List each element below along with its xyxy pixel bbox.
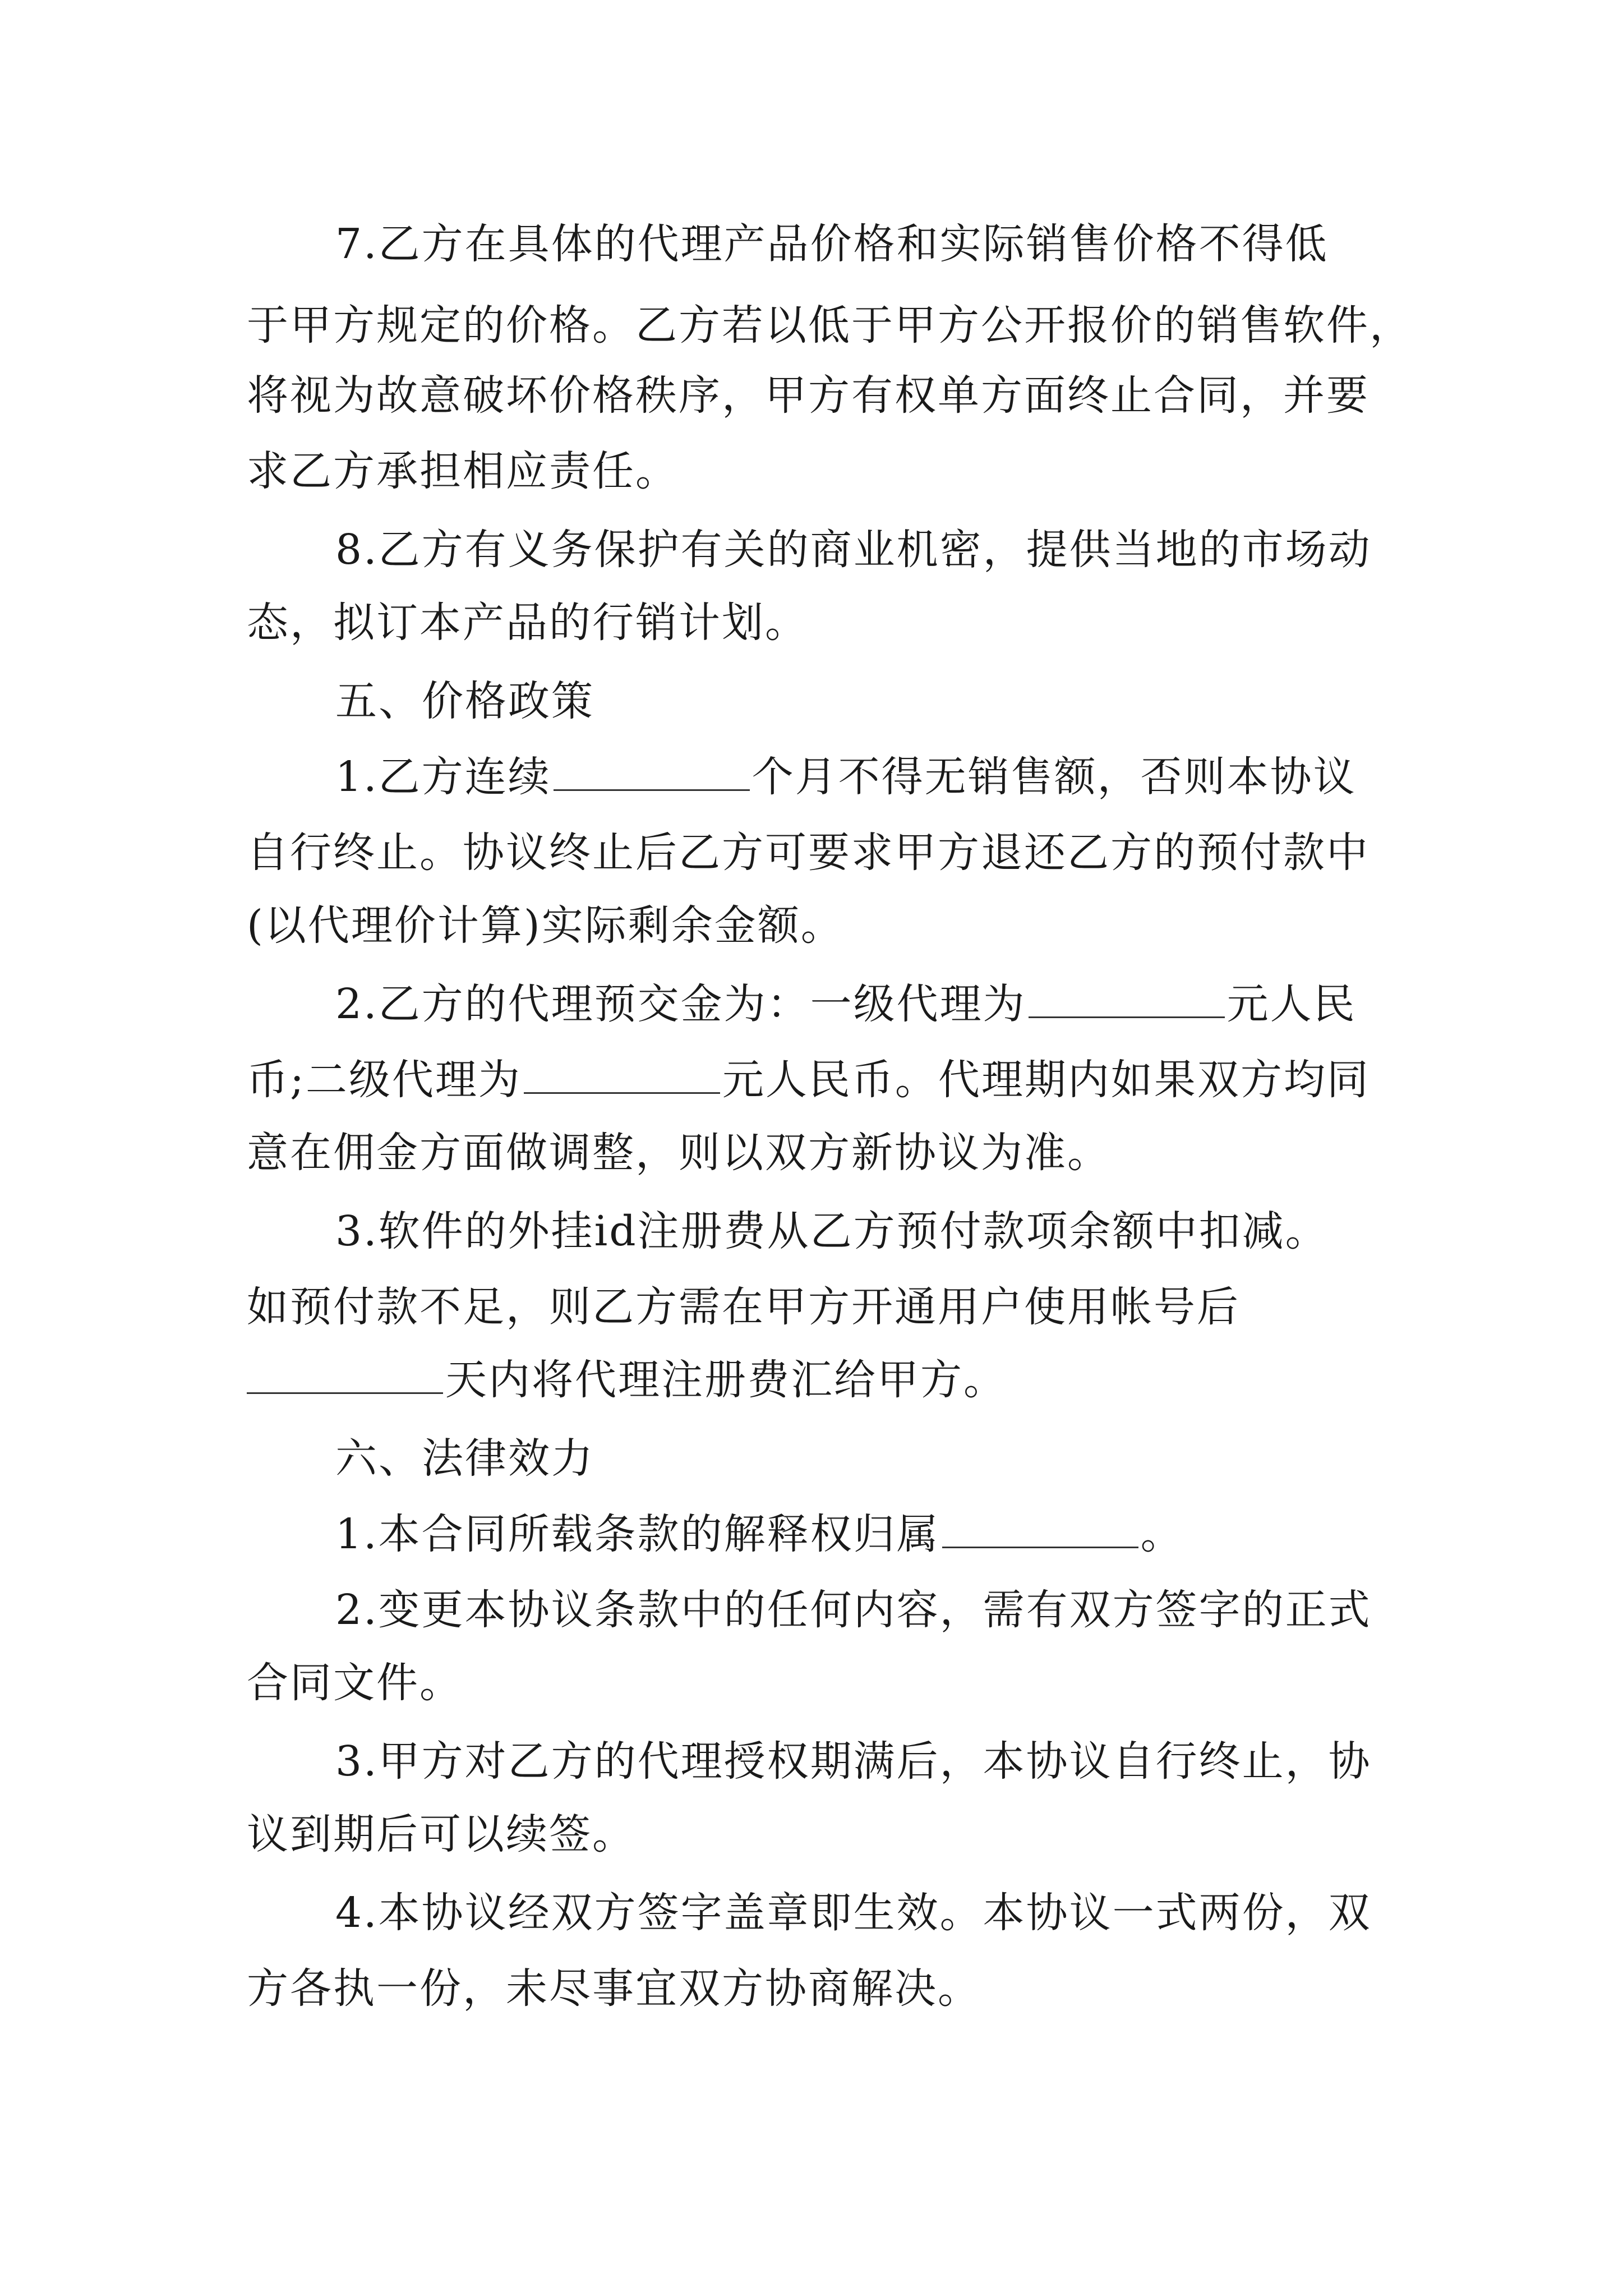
clause-8-line-1: 8.乙方有义务保护有关的商业机密，提供当地的市场动 xyxy=(335,526,1372,574)
section-5-heading: 五、价格政策 xyxy=(335,677,594,725)
section-6-heading: 六、法律效力 xyxy=(335,1434,594,1483)
pricing-2-line-1 xyxy=(335,976,1357,1032)
pricing-1-text-a: 1.乙方连续 xyxy=(335,753,551,801)
pricing-2-line-2 xyxy=(247,1052,1370,1108)
pricing-1-line-2: 自行终止。协议终止后乙方可要求甲方退还乙方的预付款中 xyxy=(247,829,1370,877)
clause-8-line-2: 态，拟订本产品的行销计划。 xyxy=(247,599,808,647)
pricing-3-line-1: 3.软件的外挂id注册费从乙方预付款项余额中扣减。 xyxy=(335,1207,1329,1255)
blank-level2-amount-field xyxy=(524,1057,720,1094)
pricing-3-line-2: 如预付款不足，则乙方需在甲方开通用户使用帐号后 xyxy=(247,1283,1240,1331)
pricing-1-line-1 xyxy=(335,749,1357,805)
clause-7-line-3: 将视为故意破坏价格秩序，甲方有权单方面终止合同，并要 xyxy=(247,371,1370,420)
legal-1-text-b: 。 xyxy=(1140,1510,1184,1558)
legal-3-line-2: 议到期后可以续签。 xyxy=(247,1810,635,1858)
legal-4-line-1: 4.本协议经双方签字盖章即生效。本协议一式两份，双 xyxy=(335,1889,1372,1937)
pricing-2-text-b: 元人民 xyxy=(1227,980,1357,1028)
pricing-3-line-3 xyxy=(247,1352,1007,1408)
clause-7-line-1: 7.乙方在具体的代理产品价格和实际销售价格不得低 xyxy=(335,220,1329,268)
pricing-1-text-b: 个月不得无销售额，否则本协议 xyxy=(751,753,1357,801)
legal-2-line-2: 合同文件。 xyxy=(247,1659,463,1707)
legal-1-line-1 xyxy=(335,1506,1184,1562)
pricing-2-text-c: 币;二级代理为 xyxy=(247,1056,522,1104)
pricing-2-line-3: 意在佣金方面做调整，则以双方新协议为准。 xyxy=(247,1129,1110,1177)
clause-7-line-2: 于甲方规定的价格。乙方若以低于甲方公开报价的销售软件， xyxy=(247,301,1413,349)
legal-1-text-a: 1.本合同所载条款的解释权归属 xyxy=(335,1510,940,1558)
legal-3-line-1: 3.甲方对乙方的代理授权期满后，本协议自行终止，协 xyxy=(335,1737,1372,1786)
pricing-3-text-c: 天内将代理注册费汇给甲方。 xyxy=(445,1356,1007,1404)
legal-4-line-2: 方各执一份，未尽事宜双方协商解决。 xyxy=(247,1964,981,2013)
blank-days-field xyxy=(247,1358,443,1394)
blank-interpretation-field xyxy=(942,1512,1138,1548)
pricing-1-line-3: (以代理价计算)实际剩余金额。 xyxy=(247,901,844,950)
pricing-2-text-d: 元人民币。代理期内如果双方均同 xyxy=(722,1056,1370,1104)
blank-level1-amount-field xyxy=(1029,982,1225,1018)
pricing-2-text-a: 2.乙方的代理预交金为：一级代理为 xyxy=(335,980,1026,1028)
clause-7-line-4: 求乙方承担相应责任。 xyxy=(247,447,679,495)
legal-2-line-1: 2.变更本协议条款中的任何内容，需有双方签字的正式 xyxy=(335,1586,1372,1634)
blank-months-field xyxy=(554,754,750,791)
